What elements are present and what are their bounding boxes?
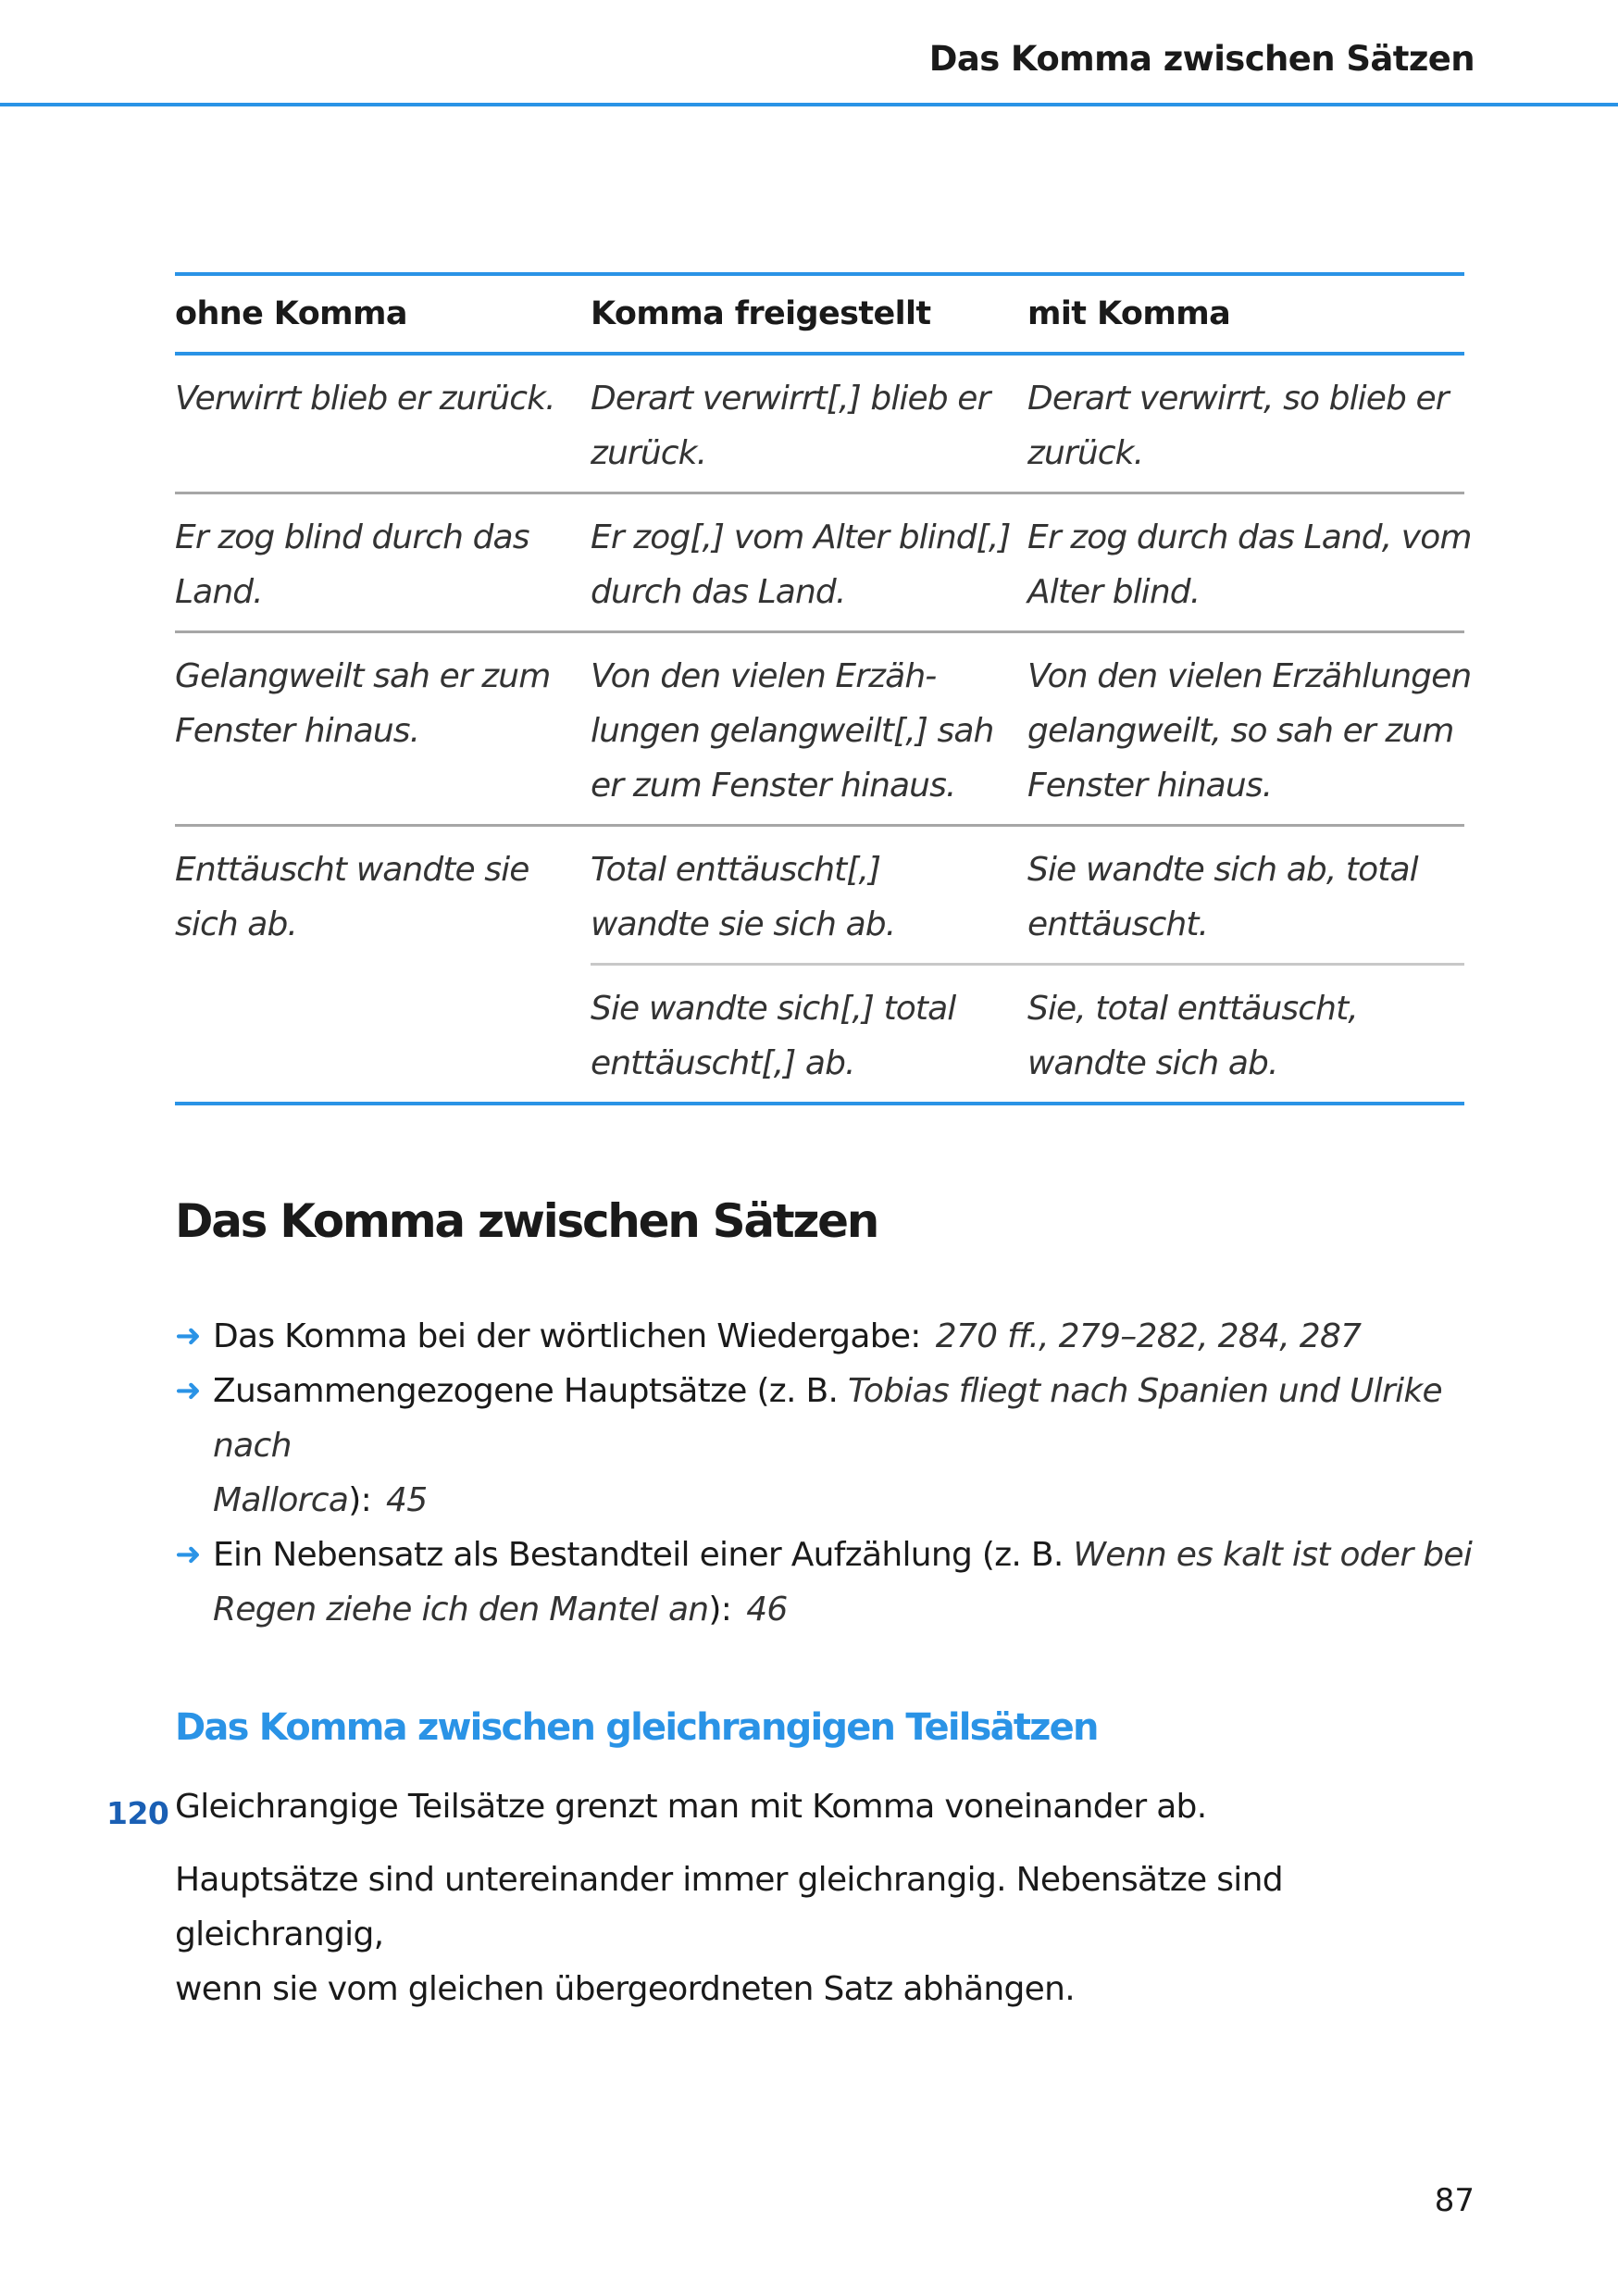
table-subrow-cells	[591, 963, 1464, 1102]
ref-pages[interactable]: 270 ff., 279–282, 284, 287	[935, 1317, 1362, 1355]
list-item	[175, 1309, 1489, 1364]
cell-mit: Sie wandte sich ab, total enttäuscht.	[1027, 851, 1418, 943]
list-item: ➜ Ein Nebensatz als Bestandteil einer Aufzählung (z. B. Wenn es kalt ist oder bei Regen ziehe ich den Mantel an): 46	[175, 1528, 1489, 1637]
cell-ohne: Enttäuscht wandte sie sich ab.	[175, 851, 529, 943]
cell-empty	[175, 963, 591, 1102]
cell-frei: Sie wandte sich[,] total enttäuscht[,] ab.	[591, 990, 956, 1082]
rule-text: Gleichrangige Teilsätze grenzt man mit Komma voneinander ab.	[175, 1788, 1207, 1826]
list-item: ➜ Zusammengezogene Hauptsätze (z. B. Tobias fliegt nach Spanien und Ulrike nach Mallorca): 45	[175, 1364, 1489, 1528]
ref-text: Ein Nebensatz als Bestandteil einer Aufzählung (z. B.	[213, 1536, 1064, 1574]
cell-ohne: Verwirrt blieb er zurück.	[175, 380, 555, 418]
comma-table	[175, 272, 1472, 1105]
cell-frei: Total enttäuscht[,] wandte sie sich ab.	[591, 851, 896, 943]
cell-mit: Sie, total enttäuscht, wandte sich ab.	[1027, 990, 1358, 1082]
running-head	[0, 0, 1618, 106]
cell-ohne: Gelangweilt sah er zum Fenster hinaus.	[175, 657, 551, 750]
cell-ohne: Er zog blind durch das Land.	[175, 518, 529, 611]
ref-example: Tobias fliegt nach Spanien und Ulrike nach	[213, 1372, 1443, 1465]
page-number: 87	[1434, 2182, 1475, 2219]
ref-pages[interactable]: 46	[746, 1591, 788, 1628]
cross-reference-list	[175, 1309, 1489, 1637]
cell-mit: Von den vielen Erzählungen gelangweilt, so sah er zum Fenster hinaus.	[1027, 657, 1472, 805]
ref-pages[interactable]: 45	[386, 1481, 428, 1519]
header-ohne-komma: ohne Komma	[175, 295, 407, 332]
table-row	[175, 356, 1464, 494]
arrow-right-icon: ➜	[175, 1317, 201, 1354]
ref-text: Zusammengezogene Hauptsätze (z. B.	[213, 1372, 839, 1410]
cell-mit: Derart verwirrt, so blieb er zurück.	[1027, 380, 1449, 472]
cell-frei: Von den vielen Erzäh- lungen gelangweilt[,] sah er zum Fenster hinaus.	[591, 657, 994, 805]
arrow-right-icon: ➜	[175, 1372, 201, 1409]
ref-example: Wenn es kalt ist oder bei	[1073, 1536, 1473, 1574]
table-row	[175, 633, 1472, 827]
section-title: Das Komma zwischen Sätzen	[175, 1194, 878, 1248]
header-komma-freigestellt: Komma freigestellt	[591, 295, 931, 332]
ref-text: Das Komma bei der wörtlichen Wiedergabe:	[213, 1317, 921, 1355]
header-mit-komma: mit Komma	[1027, 295, 1231, 332]
running-head-title: Das Komma zwischen Sätzen	[928, 39, 1475, 79]
subsection-title: Das Komma zwischen gleichrangigen Teilsätzen	[175, 1706, 1098, 1749]
rule-number: 120	[106, 1795, 169, 1831]
arrow-right-icon: ➜	[175, 1536, 201, 1573]
table-row	[175, 494, 1472, 633]
ref-example: Mallorca	[213, 1481, 349, 1519]
table-header	[175, 276, 1464, 356]
cell-mit: Er zog durch das Land, vom Alter blind.	[1027, 518, 1472, 611]
cell-frei: Er zog[,] vom Alter blind[,] durch das Land.	[591, 518, 1011, 611]
ref-example: Regen ziehe ich den Mantel an	[213, 1591, 709, 1628]
table-row	[175, 827, 1464, 963]
cell-frei: Derart verwirrt[,] blieb er zurück.	[591, 380, 990, 472]
table-subrow	[175, 963, 1464, 1102]
rule-note: Hauptsätze sind untereinander immer gleichrangig. Nebensätze sind gleichrangig, wenn sie vom gleichen übergeordneten Satz abhängen.	[175, 1861, 1283, 2008]
